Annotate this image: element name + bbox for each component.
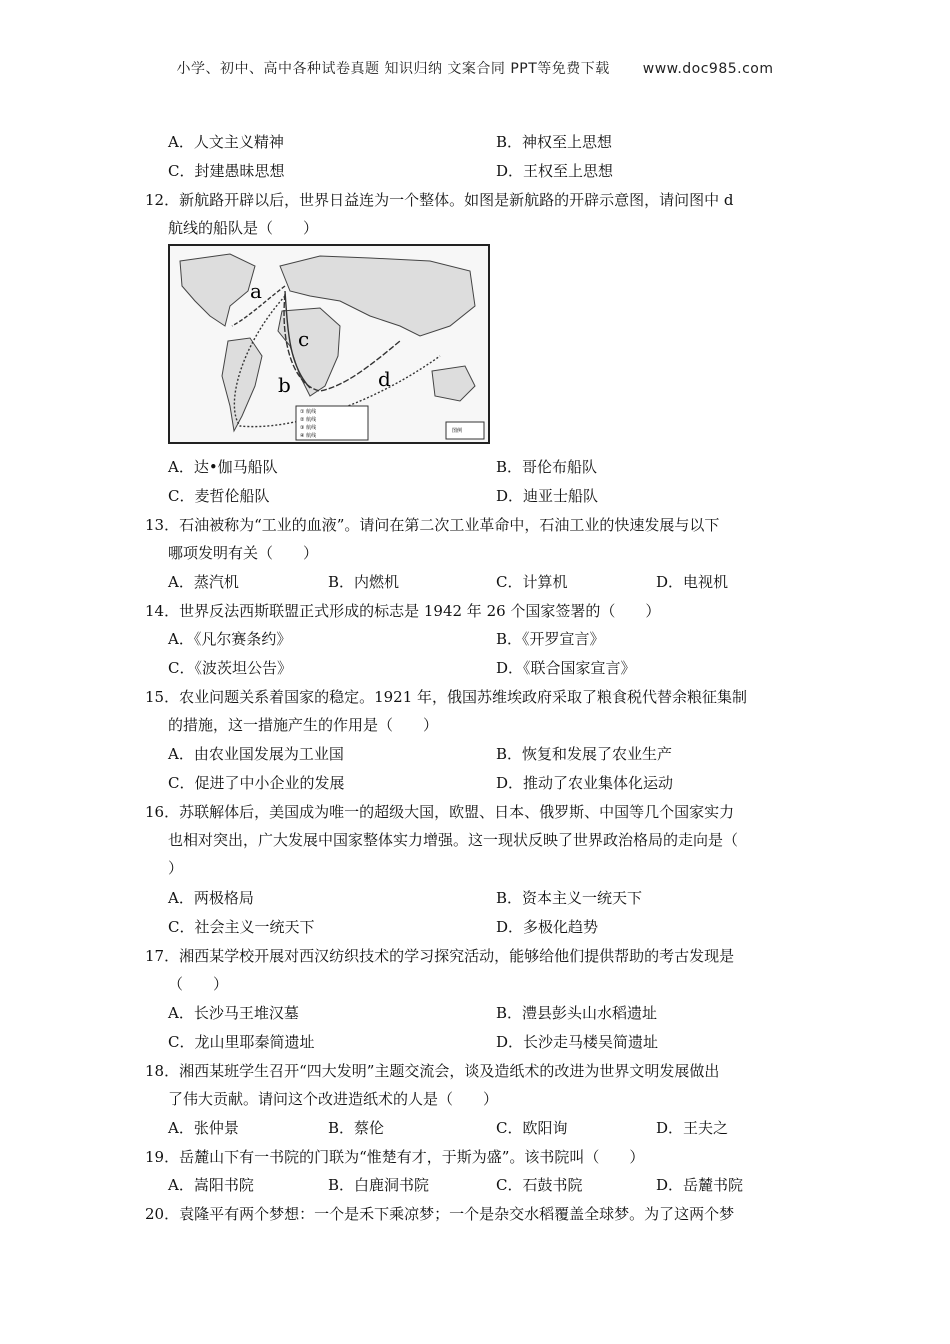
page-header: [0, 58, 950, 78]
q14-stem-line1: 14．世界反法西斯联盟正式形成的标志是 1942 年 26 个国家签署的（ ）: [145, 602, 661, 620]
q14-option-a: A．《凡尔赛条约》: [168, 630, 292, 648]
q18-option-c: C．欧阳询: [496, 1119, 568, 1137]
south-america-shape: [222, 338, 262, 431]
q19-option-c: C．石鼓书院: [496, 1176, 583, 1194]
header-text: 小学、初中、高中各种试卷真题 知识归纳 文案合同 PPT等免费下载: [176, 61, 610, 77]
map-label-a: a: [250, 279, 262, 303]
q16-stem-line3: ）: [168, 859, 184, 877]
q13-stem-line1: 13．石油被称为“工业的血液”。请问在第二次工业革命中，石油工业的快速发展与以下: [145, 516, 720, 534]
q15-option-a: A．由农业国发展为工业国: [168, 745, 344, 763]
q17-option-d: D．长沙走马楼吴简遗址: [496, 1033, 659, 1051]
australia-shape: [432, 366, 475, 401]
map-legend2-label: 图例: [452, 428, 463, 434]
north-america-shape: [180, 254, 255, 326]
map-label-c: c: [298, 327, 310, 351]
q19-option-d: D．岳麓书院: [656, 1176, 744, 1194]
map-legend-2: ② 航线: [300, 417, 317, 423]
q13-option-c: C．计算机: [496, 573, 568, 591]
q16-option-a: A．两极格局: [168, 889, 254, 907]
q16-option-d: D．多极化趋势: [496, 918, 599, 936]
q13-stem-line2: 哪项发明有关（ ）: [168, 544, 319, 562]
q15-stem-line1: 15．农业问题关系着国家的稳定。1921 年，俄国苏维埃政府采取了粮食税代替余粮征集制: [145, 688, 748, 706]
q13-option-a: A．蒸汽机: [168, 573, 239, 591]
q15-option-c: C．促进了中小企业的发展: [168, 774, 345, 792]
header-site-link[interactable]: www.doc985.com: [642, 61, 774, 77]
map-figure: [170, 246, 488, 442]
q19-stem-line1: 19．岳麓山下有一书院的门联为“惟楚有才，于斯为盛”。该书院叫（ ）: [145, 1148, 645, 1166]
q19-option-b: B．白鹿洞书院: [328, 1176, 430, 1194]
q11-option-d: D．王权至上思想: [496, 162, 614, 180]
q11-option-c: C．封建愚昧思想: [168, 162, 285, 180]
q12-option-b: B．哥伦布船队: [496, 458, 598, 476]
map-legend-1: ① 航线: [300, 409, 317, 415]
q17-option-a: A．长沙马王堆汉墓: [168, 1004, 299, 1022]
q14-option-d: D．《联合国家宣言》: [496, 659, 636, 677]
q15-option-d: D．推动了农业集体化运动: [496, 774, 674, 792]
q15-stem-line2: 的措施，这一措施产生的作用是（ ）: [168, 716, 439, 734]
q17-option-b: B．澧县彭头山水稻遗址: [496, 1004, 658, 1022]
q20-stem-line1: 20．袁隆平有两个梦想：一个是禾下乘凉梦；一个是杂交水稻覆盖全球梦。为了这两个梦: [145, 1205, 735, 1223]
q12-option-d: D．迪亚士船队: [496, 487, 599, 505]
new-routes-map: [168, 244, 490, 444]
map-legend-3: ③ 航线: [300, 425, 317, 431]
q18-option-b: B．蔡伦: [328, 1119, 385, 1137]
q18-stem-line1: 18．湘西某班学生召开“四大发明”主题交流会，谈及造纸术的改进为世界文明发展做出: [145, 1062, 720, 1080]
q16-option-b: B．资本主义一统天下: [496, 889, 643, 907]
q18-option-d: D．王夫之: [656, 1119, 729, 1137]
q18-stem-line2: 了伟大贡献。请问这个改进造纸术的人是（ ）: [168, 1090, 499, 1108]
q14-option-b: B．《开罗宣言》: [496, 630, 605, 648]
q11-option-b: B．神权至上思想: [496, 133, 613, 151]
map-legend-4: ④ 航线: [300, 433, 317, 439]
q16-stem-line1: 16．苏联解体后，美国成为唯一的超级大国，欧盟、日本、俄罗斯、中国等几个国家实力: [145, 803, 735, 821]
q12-stem-line2: 航线的船队是（ ）: [168, 219, 319, 237]
q12-option-a: A．达•伽马船队: [168, 458, 278, 476]
map-label-b: b: [278, 373, 291, 397]
q11-option-a: A．人文主义精神: [168, 133, 284, 151]
q14-option-c: C．《波茨坦公告》: [168, 659, 292, 677]
q17-option-c: C．龙山里耶秦简遗址: [168, 1033, 315, 1051]
q13-option-b: B．内燃机: [328, 573, 400, 591]
q17-stem-line2: （ ）: [168, 975, 229, 993]
q17-stem-line1: 17．湘西某学校开展对西汉纺织技术的学习探究活动，能够给他们提供帮助的考古发现是: [145, 947, 735, 965]
q19-option-a: A．嵩阳书院: [168, 1176, 254, 1194]
q16-stem-line2: 也相对突出，广大发展中国家整体实力增强。这一现状反映了世界政治格局的走向是（: [168, 831, 739, 849]
q12-option-c: C．麦哲伦船队: [168, 487, 270, 505]
q12-stem-line1: 12．新航路开辟以后，世界日益连为一个整体。如图是新航路的开辟示意图，请问图中 d: [145, 191, 734, 209]
map-label-d: d: [378, 367, 391, 391]
q16-option-c: C．社会主义一统天下: [168, 918, 315, 936]
q13-option-d: D．电视机: [656, 573, 729, 591]
q18-option-a: A．张仲景: [168, 1119, 239, 1137]
q15-option-b: B．恢复和发展了农业生产: [496, 745, 673, 763]
